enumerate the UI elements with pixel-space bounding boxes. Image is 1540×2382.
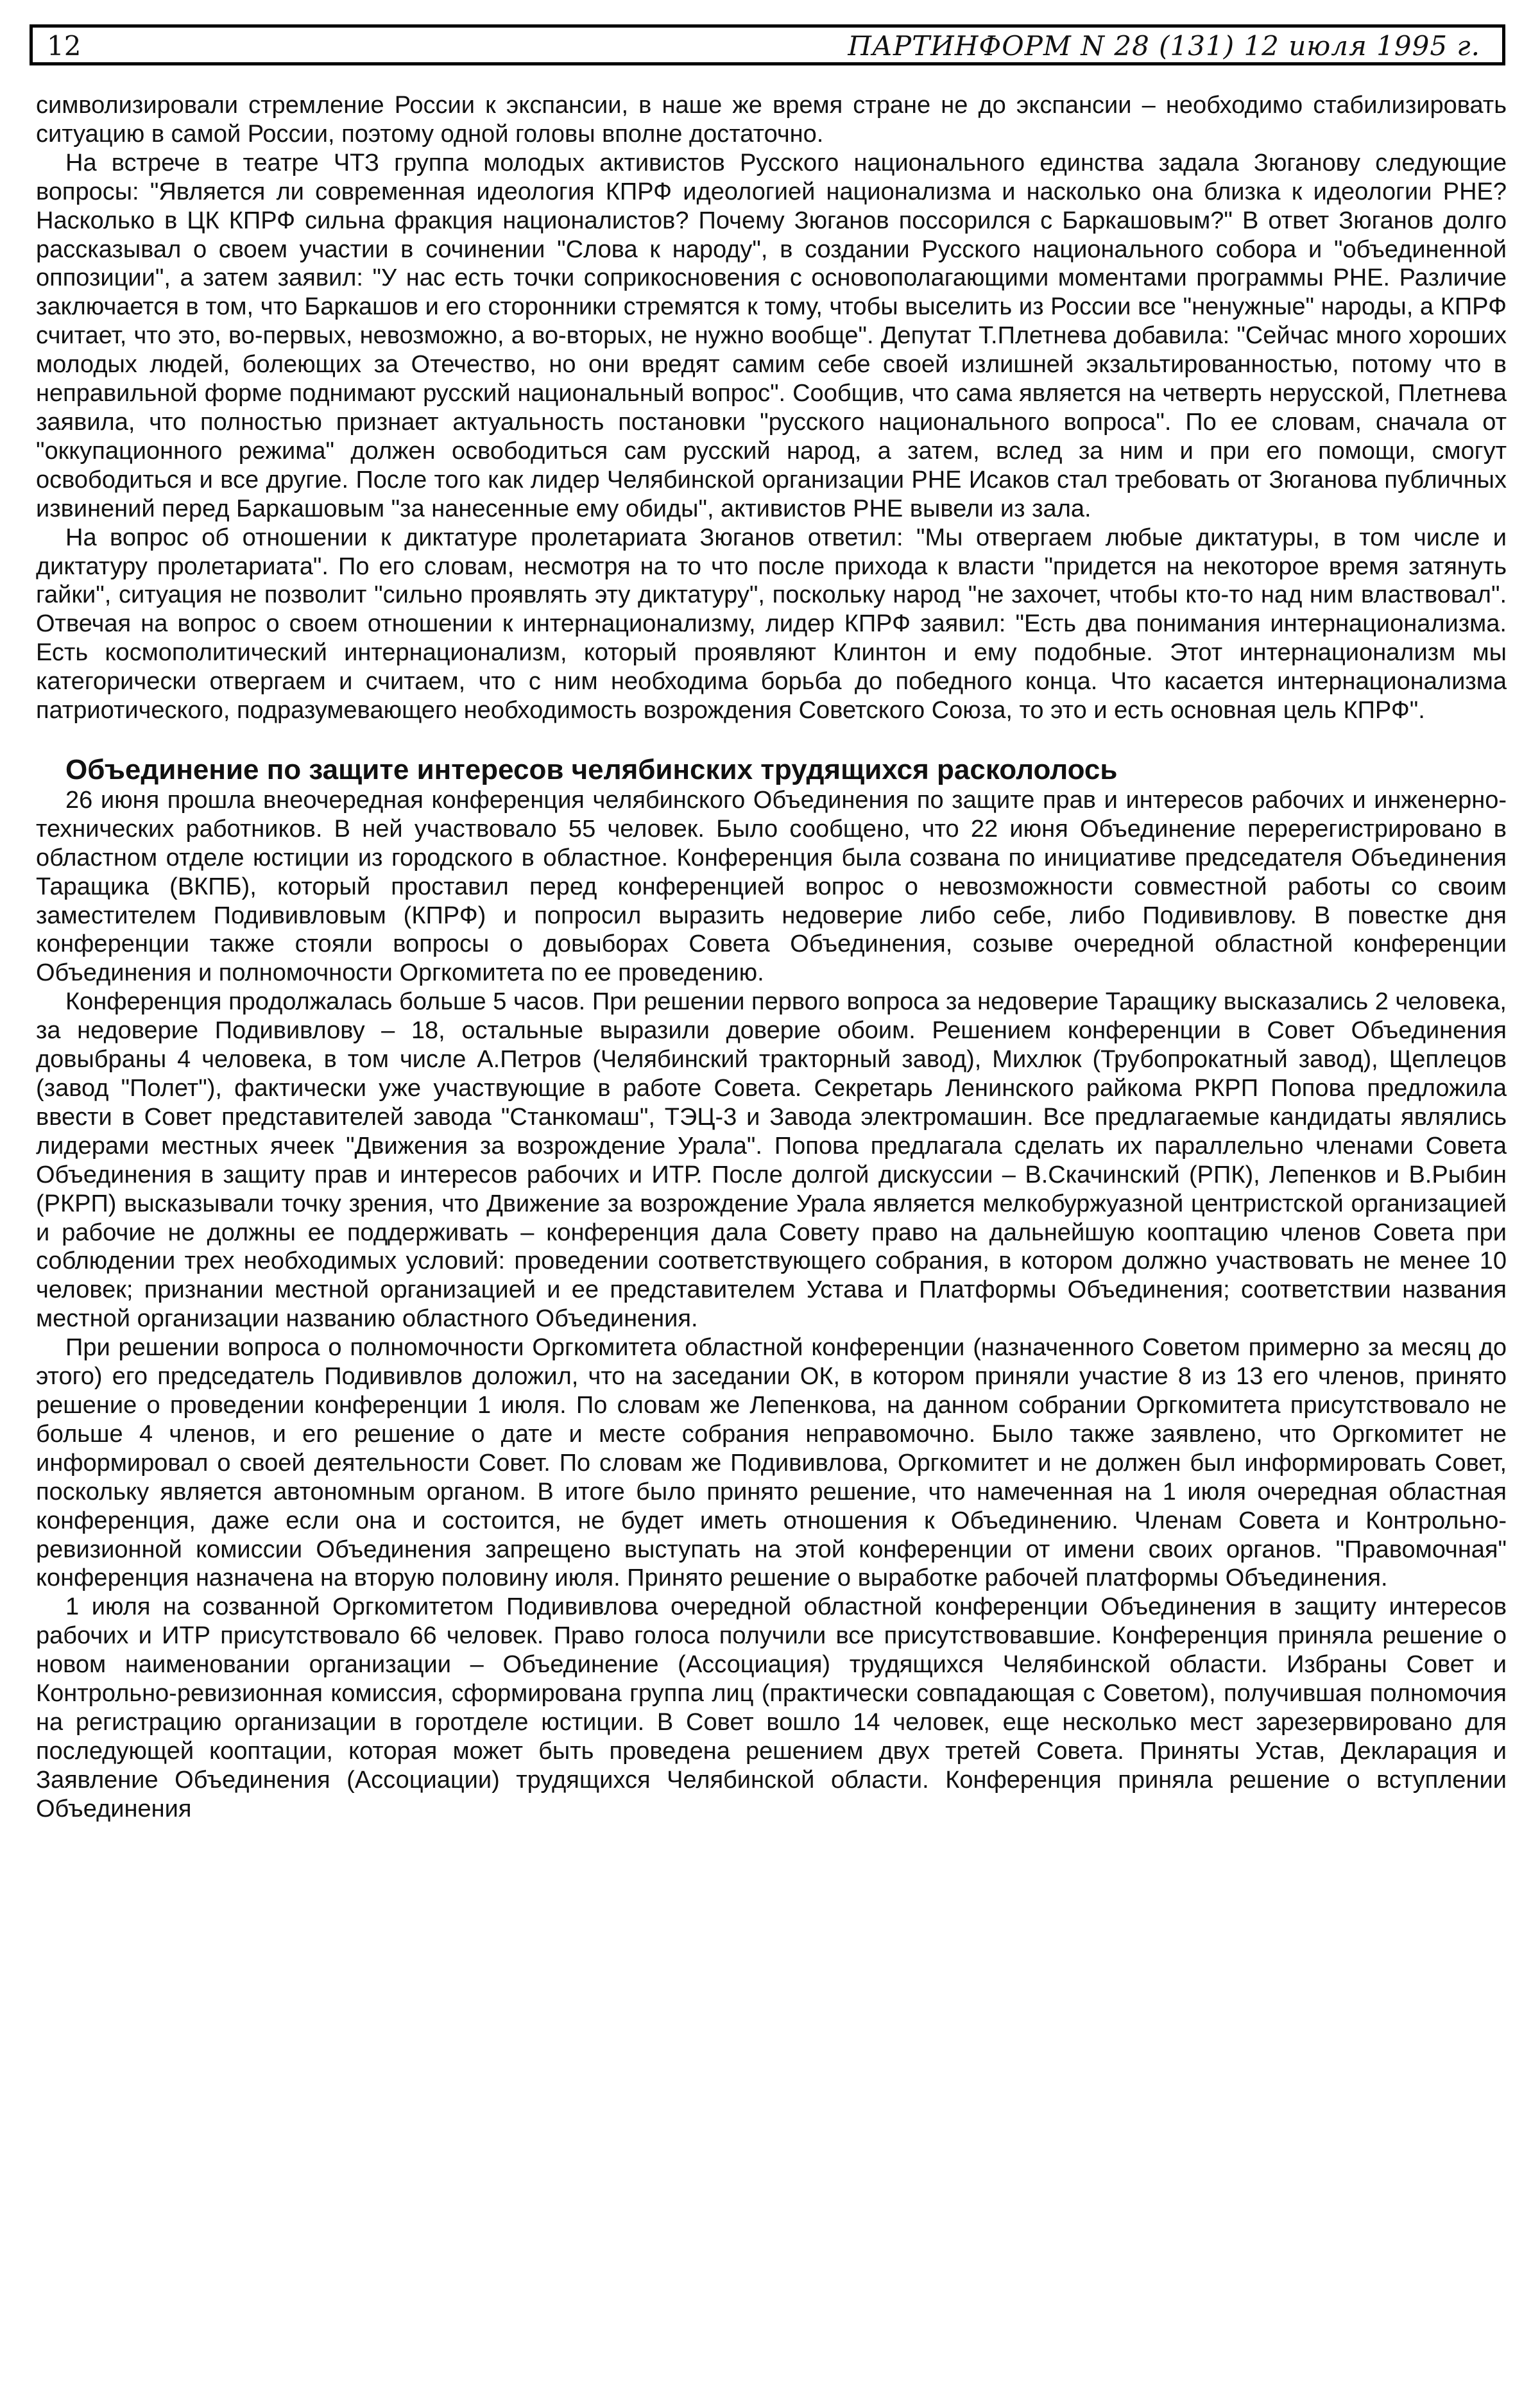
page-header [30, 24, 1505, 65]
document-page [24, 24, 1513, 1824]
paragraph: 1 июля на созванной Оргкомитетом Подививлова очередной областной конференции Объединения в защиту интересов рабочих и ИТР присутствовало 66 человек. Право голоса получили все присутствовавшие. Конференция приняла решение о новом наименовании организации – Объединение (Ассоциация) трудящихся Челябинской области. Избраны Совет и Контрольно-ревизионная комиссия, сформирована группа лиц (практически совпадающая с Советом), получившая полномочия на регистрацию организации в горотделе юстиции. В Совет вошло 14 человек, еще несколько мест зарезервировано для последующей кооптации, которая может быть проведена решением двух третей Совета. Приняты Устав, Декларация и Заявление Объединения (Ассоциации) трудящихся Челябинской области. Конференция приняла решение о вступлении Объединения [36, 1593, 1507, 1822]
paragraph: 26 июня прошла внеочередная конференция челябинского Объединения по защите прав и интересов рабочих и инженерно-технических работников. В ней участвовало 55 человек. Было сообщено, что 22 июня Объединение перерегистрировано в областном отделе юстиции из городского в областное. Конференция была созвана по инициативе председателя Объединения Таращика (ВКПБ), который проставил перед конференцией вопрос о невозможности совместной работы со своим заместителем Подививловым (КПРФ) и попросил выразить недоверие либо себе, либо Подививлову. В повестке дня конференции также стояли вопросы о довыборах Совета Объединения, созыве очередной областной конференции Объединения и полномочности Оргкомитета по ее проведению. [36, 786, 1507, 987]
paragraph: На встрече в театре ЧТЗ группа молодых активистов Русского национального единства задала Зюганову следующие вопросы: "Является ли современная идеология КПРФ идеологией национализма и насколько она близка к идеологии РНЕ? Насколько в ЦК КПРФ сильна фракция националистов? Почему Зюганов поссорился с Баркашовым?" В ответ Зюганов долго рассказывал о своем участии в сочинении "Слова к народу", в создании Русского национального собора и "объединенной оппозиции", а затем заявил: "У нас есть точки соприкосновения с основополагающими моментами программы РНЕ. Различие заключается в том, что Баркашов и его сторонники стремятся к тому, чтобы выселить из России все "ненужные" народы, а КПРФ считает, что это, во-первых, невозможно, а во-вторых, не нужно вообще". Депутат Т.Плетнева добавила: "Сейчас много хороших молодых людей, болеющих за Отечество, но они вредят самим себе своей излишней экзальтированностью, потому что в неправильной форме поднимают русский национальный вопрос". Сообщив, что сама является на четверть нерусской, Плетнева заявила, что полностью признает актуальность постановки "русского национального вопроса". По ее словам, сначала от "оккупационного режима" должен освободиться сам русский народ, а затем, вслед за ним и при его помощи, смогут освободиться и все другие. После того как лидер Челябинской организации РНЕ Исаков стал требовать от Зюганова публичных извинений перед Баркашовым "за нанесенные ему обиды", активистов РНЕ вывели из зала. [36, 149, 1507, 522]
paragraph: символизировали стремление России к экспансии, в наше же время стране не до экспансии – необходимо стабилизировать ситуацию в самой России, поэтому одной головы вполне достаточно. [36, 92, 1507, 148]
page-number: 12 [47, 30, 81, 62]
paragraph: На вопрос об отношении к диктатуре пролетариата Зюганов ответил: "Мы отвергаем любые диктатуры, в том числе и диктатуру пролетариата". По его словам, несмотря на то что после прихода к власти "придется на некоторое время затянуть гайки", ситуация не позволит "сильно проявлять эту диктатуру", поскольку народ "не захочет, чтобы кто-то над ним властвовал". Отвечая на вопрос о своем отношении к интернационализму, лидер КПРФ заявил: "Есть два понимания интернационализма. Есть космополитический интернационализм, который проявляют Клинтон и ему подобные. Этот интернационализм мы категорически отвергаем и считаем, что с ним необходима борьба до победного конца. Что касается интернационализма патриотического, подразумевающего необходимость возрождения Советского Союза, то это и есть основная цель КПРФ". [36, 524, 1507, 724]
publication-title: ПАРТИНФОРМ N 28 (131) 12 июля 1995 г. [848, 30, 1480, 62]
article-body [24, 91, 1513, 1824]
paragraph: При решении вопроса о полномочности Оргкомитета областной конференции (назначенного Советом примерно за месяц до этого) его председатель Подививлов доложил, что на заседании ОК, в котором приняли участие 8 из 13 его членов, принято решение о проведении конференции 1 июля. По словам же Лепенкова, на данном собрании Оргкомитета присутствовало не больше 4 членов, и его решение о дате и месте собрания неправомочно. Было также заявлено, что Оргкомитет не информировал о своей деятельности Совет. По словам же Подививлова, Оргкомитет и не должен был информировать Совет, поскольку является автономным органом. В итоге было принято решение, что намеченная на 1 июля очередная областная конференция, даже если она и состоится, не будет иметь отношения к Объединению. Членам Совета и Контрольно-ревизионной комиссии Объединения запрещено выступать на этой конференции от имени своих органов. "Правомочная" конференция назначена на вторую половину июля. Принято решение о выработке рабочей платформы Объединения. [36, 1334, 1507, 1592]
paragraph: Конференция продолжалась больше 5 часов. При решении первого вопроса за недоверие Таращику высказались 2 человека, за недоверие Подививлову – 18, остальные выразили доверие обоим. Решением конференции в Совет Объединения довыбраны 4 человека, в том числе А.Петров (Челябинский тракторный завод), Михлюк (Трубопрокатный завод), Щеплецов (завод "Полет"), фактически уже участвующие в работе Совета. Секретарь Ленинского райкома РКРП Попова предложила ввести в Совет представителей завода "Станкомаш", ТЭЦ-3 и Завода электромашин. Все предлагаемые кандидаты являлись лидерами местных ячеек "Движения за возрождение Урала". Попова предлагала сделать их параллельно членами Совета Объединения в защиту прав и интересов рабочих и ИТР. После долгой дискуссии – В.Скачинский (РПК), Лепенков и В.Рыбин (РКРП) высказывали точку зрения, что Движение за возрождение Урала является мелкобуржуазной центристской организацией и рабочие не должны ее поддерживать – конференция дала Совету право на дальнейшую кооптацию членов Совета при соблюдении трех необходимых условий: проведении соответствующего собрания, в котором должно участвовать не менее 10 человек; признании местной организацией и ее представителем Устава и Платформы Объединения; соответствии названия местной организации названию областного Объединения. [36, 988, 1507, 1333]
section-heading: Объединение по защите интересов челябинских трудящихся раскололось [65, 753, 1118, 785]
